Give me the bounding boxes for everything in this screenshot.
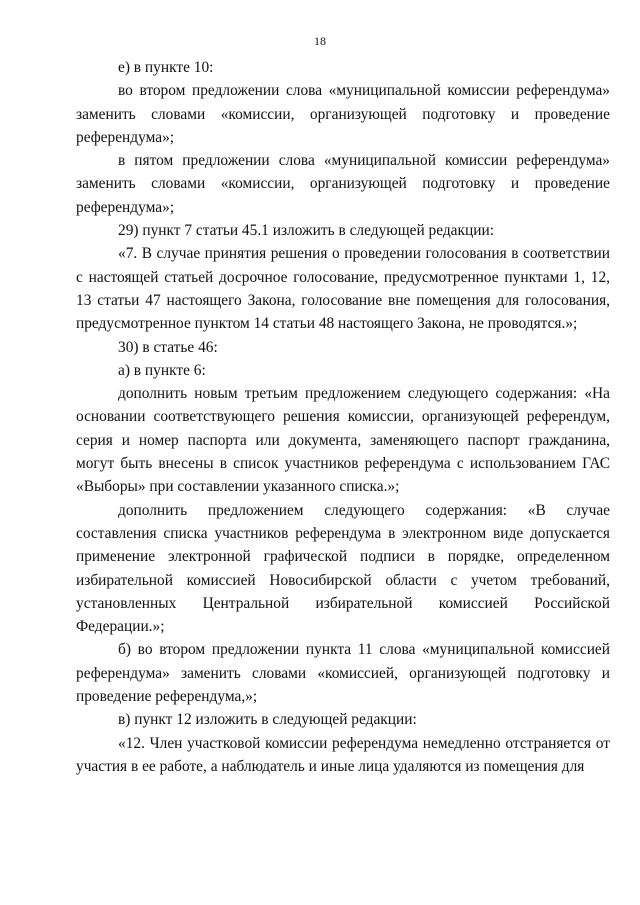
paragraph-point-7-text: «7. В случае принятия решения о проведении голосования в соответствии с настоящей статьей досрочное голосование, предусмотренное пунктами 1, 12, 13 статьи 47 настоящего Закона, голосование вне помещения для голосования, предусмотренное пунктом 14 статьи 48 настоящего Закона, не проводятся.»;	[76, 245, 610, 333]
paragraph-third-sentence-addition: дополнить новым третьим предложением следующего содержания: «На основании соответствующего решения комиссии, организующей референдум, серия и номер паспорта или документа, заменяющего паспорт гражданина, могут быть внесены в список участников референдума с использованием ГАС «Выборы» при составлении указанного списка.»;	[76, 385, 610, 496]
paragraph-item-b-point-11: б) во втором предложении пункта 11 слова «муниципальной комиссией референдума» заменить словами «комиссией, организующей подготовку и проведение референдума,»;	[76, 641, 610, 706]
paragraph-point-12-text: «12. Член участковой комиссии референдума немедленно отстраняется от участия в ее работе, а наблюдатель и иные лица удаляются из помещения для	[76, 734, 610, 775]
paragraph-second-sentence: во втором предложении слова «муниципальной комиссии референдума» заменить словами «комиссии, организующей подготовку и проведение референдума»;	[76, 82, 610, 146]
paragraph-item-v-point-12: в) пункт 12 изложить в следующей редакции:	[118, 711, 417, 729]
paragraph-sentence-addition: дополнить предложением следующего содержания: «В случае составления списка участников референдума в электронном виде допускается применение электронной графической подписи в порядке, определенном избирательной комиссией Новосибирской области с учетом требований, установленных Центральной избирательной комиссией Российской Федерации.»;	[76, 501, 610, 636]
page-number: 18	[314, 34, 326, 48]
paragraph-item-e-point-10: е) в пункте 10:	[118, 59, 214, 76]
paragraph-item-30: 30) в статье 46:	[118, 338, 218, 356]
document-body	[76, 56, 610, 778]
paragraph-fifth-sentence: в пятом предложении слова «муниципальной комиссии референдума» заменить словами «комиссии, организующей подготовку и проведение референдума»;	[76, 152, 610, 216]
paragraph-item-a-point-6: а) в пункте 6:	[118, 361, 206, 379]
paragraph-item-29: 29) пункт 7 статьи 45.1 изложить в следующей редакции:	[118, 222, 494, 240]
